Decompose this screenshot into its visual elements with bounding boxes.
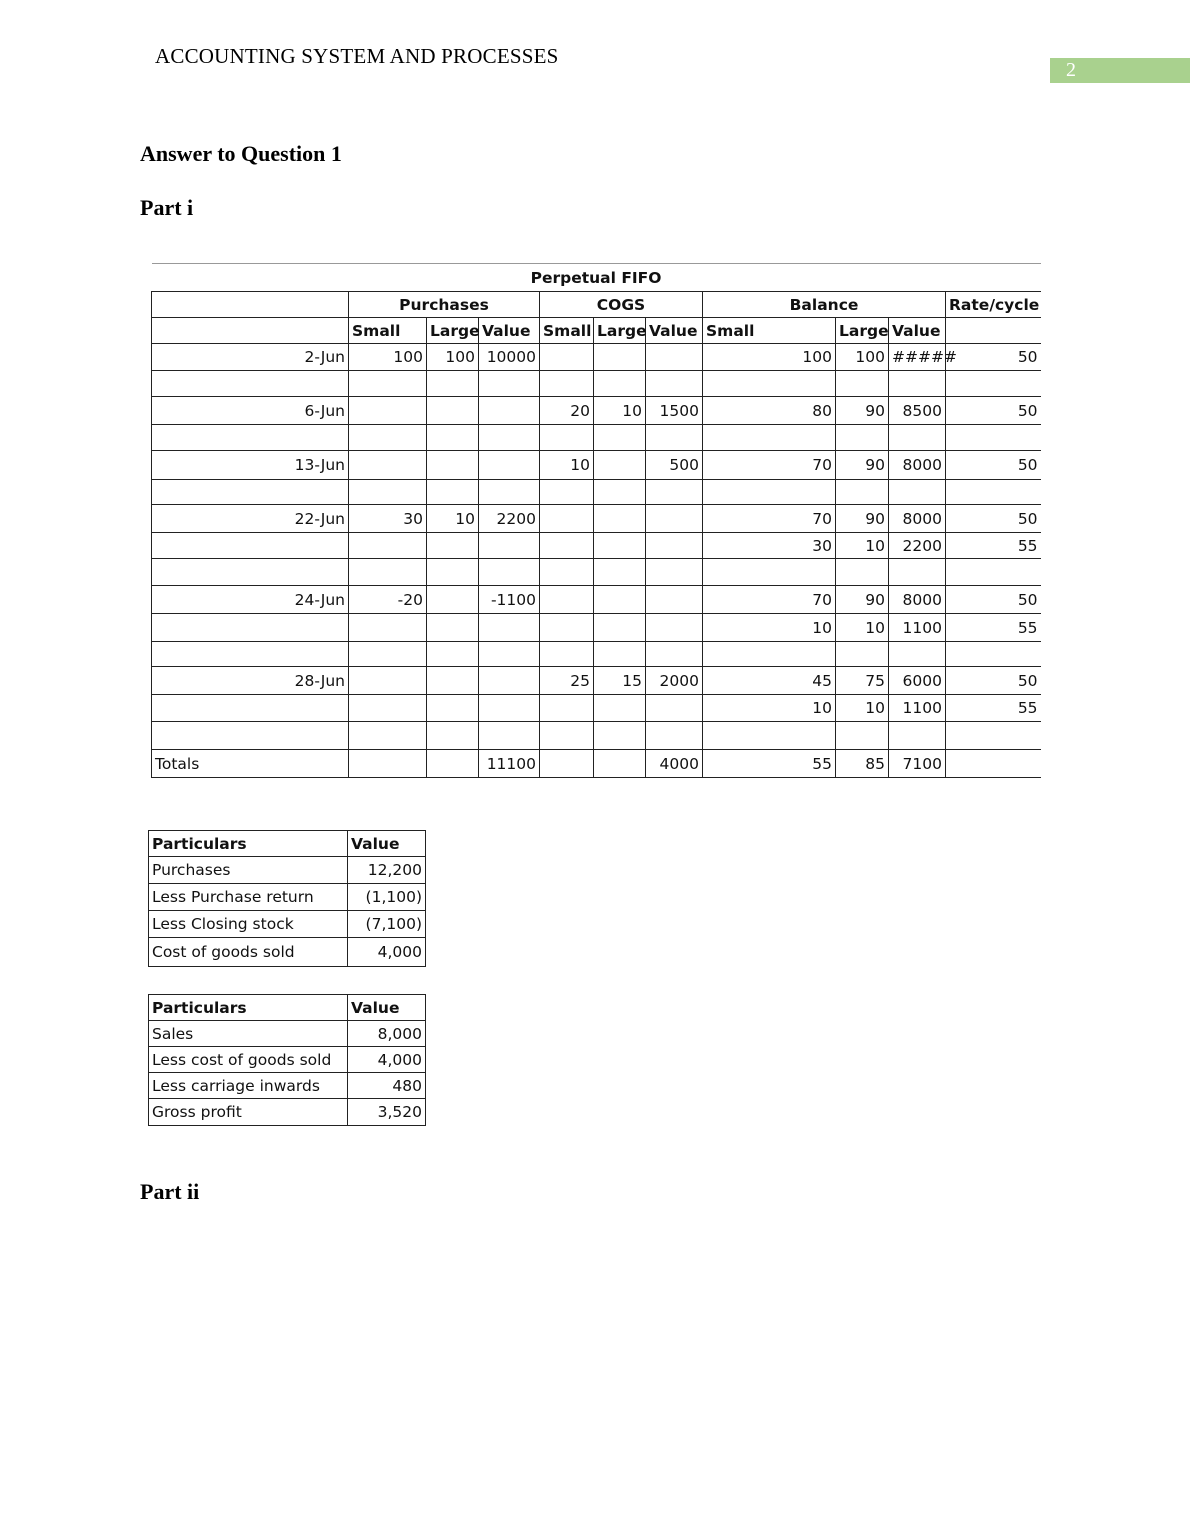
table-row [152,505,1041,533]
fifo-cell-balance-value: ##### [889,344,946,371]
fifo-cell-balance-small: 70 [703,586,836,614]
table-row [152,722,1041,750]
totals-cogs-small [540,750,594,778]
fifo-cell-balance-large [836,642,889,667]
fifo-cell-balance-value: 8000 [889,505,946,533]
fifo-cell-purchases-small [349,642,427,667]
fifo-cell-purchases-large [427,614,479,642]
fifo-cell-purchases-value [479,397,540,425]
fifo-cell-purchases-large [427,667,479,695]
fifo-cell-cogs-small [540,505,594,533]
cogs-summary-table [148,830,426,967]
balance-group-header: Balance [703,292,946,318]
totals-cogs-value: 4000 [646,750,703,778]
fifo-cell-rate-cycle [946,425,1041,451]
profit-row-value: 480 [348,1073,426,1099]
fifo-cell-balance-small [703,425,836,451]
fifo-cell-date [152,480,349,505]
fifo-cell-cogs-value [646,533,703,559]
totals-row [152,750,1041,778]
fifo-cell-rate-cycle: 55 [946,533,1041,559]
cogs-row-value: (7,100) [348,911,426,938]
fifo-cell-date [152,533,349,559]
fifo-cell-balance-small [703,722,836,750]
gross-profit-table [148,994,426,1126]
fifo-cell-balance-value [889,480,946,505]
totals-balance-value: 7100 [889,750,946,778]
totals-balance-small: 55 [703,750,836,778]
fifo-cell-purchases-small [349,451,427,480]
fifo-cell-cogs-large [594,695,646,722]
fifo-cell-cogs-small [540,425,594,451]
fifo-cell-purchases-large [427,695,479,722]
fifo-cell-purchases-value [479,425,540,451]
fifo-cell-balance-large: 10 [836,533,889,559]
fifo-cell-cogs-value [646,642,703,667]
totals-purchases-small [349,750,427,778]
fifo-cell-cogs-small: 20 [540,397,594,425]
table-row [149,911,426,938]
profit-row-label: Gross profit [149,1099,348,1126]
table-row [149,938,426,967]
fifo-cell-balance-large: 90 [836,451,889,480]
fifo-cell-cogs-small [540,642,594,667]
fifo-cell-balance-small: 70 [703,505,836,533]
table-row [152,559,1041,586]
fifo-cell-cogs-large [594,586,646,614]
fifo-cell-date: 13-Jun [152,451,349,480]
fifo-cell-cogs-value [646,505,703,533]
table-row [149,1047,426,1073]
cogs-row-value: (1,100) [348,884,426,911]
fifo-cell-purchases-small [349,425,427,451]
table-row [149,884,426,911]
fifo-cell-balance-small [703,480,836,505]
fifo-cell-purchases-large [427,425,479,451]
fifo-cell-cogs-value [646,344,703,371]
fifo-cell-cogs-large [594,425,646,451]
table-row [152,425,1041,451]
fifo-cell-balance-small: 80 [703,397,836,425]
table-row [152,695,1041,722]
fifo-cell-cogs-small [540,559,594,586]
fifo-cell-purchases-large [427,586,479,614]
profit-row-label: Sales [149,1021,348,1047]
balance-small-header: Small [703,318,836,344]
fifo-cell-cogs-small: 10 [540,451,594,480]
fifo-cell-date: 6-Jun [152,397,349,425]
fifo-cell-cogs-large: 15 [594,667,646,695]
fifo-cell-purchases-small [349,559,427,586]
fifo-cell-balance-value: 1100 [889,695,946,722]
fifo-cell-balance-small [703,642,836,667]
cogs-group-header: COGS [540,292,703,318]
totals-rate-cycle [946,750,1041,778]
fifo-cell-purchases-value [479,695,540,722]
fifo-cell-balance-large: 90 [836,505,889,533]
fifo-cell-balance-small [703,371,836,397]
fifo-cell-purchases-value [479,559,540,586]
profit-row-value: 4,000 [348,1047,426,1073]
table-row [152,614,1041,642]
fifo-cell-purchases-large: 100 [427,344,479,371]
fifo-cell-purchases-small: 100 [349,344,427,371]
fifo-cell-purchases-small [349,695,427,722]
fifo-cell-cogs-value [646,425,703,451]
fifo-cell-date: 28-Jun [152,667,349,695]
fifo-cell-rate-cycle: 50 [946,451,1041,480]
fifo-cell-balance-small: 10 [703,614,836,642]
fifo-cell-rate-cycle [946,371,1041,397]
fifo-cell-purchases-large [427,397,479,425]
purchases-large-header: Large [427,318,479,344]
fifo-cell-rate-cycle: 50 [946,505,1041,533]
fifo-cell-cogs-value [646,695,703,722]
fifo-cell-cogs-small [540,371,594,397]
fifo-cell-cogs-large [594,451,646,480]
fifo-cell-cogs-large [594,559,646,586]
fifo-cell-purchases-value: 2200 [479,505,540,533]
fifo-cell-balance-large [836,480,889,505]
fifo-cell-purchases-value [479,614,540,642]
fifo-cell-cogs-large [594,642,646,667]
fifo-cell-balance-value: 8500 [889,397,946,425]
fifo-cell-purchases-large [427,722,479,750]
fifo-cell-purchases-large [427,480,479,505]
fifo-cell-cogs-value [646,586,703,614]
fifo-cell-purchases-value: 10000 [479,344,540,371]
fifo-cell-balance-value [889,425,946,451]
fifo-cell-rate-cycle: 50 [946,344,1041,371]
fifo-cell-rate-cycle [946,642,1041,667]
fifo-cell-balance-large [836,425,889,451]
table-row [149,857,426,884]
fifo-cell-balance-small: 45 [703,667,836,695]
table-row [152,344,1041,371]
fifo-cell-cogs-large [594,505,646,533]
totals-purchases-value: 11100 [479,750,540,778]
fifo-cell-balance-value [889,722,946,750]
fifo-cell-balance-small: 30 [703,533,836,559]
balance-value-header: Value [889,318,946,344]
cogs-row-value: 4,000 [348,938,426,967]
fifo-cell-purchases-value [479,722,540,750]
cogs-row-value: 12,200 [348,857,426,884]
fifo-cell-balance-small: 70 [703,451,836,480]
fifo-cell-purchases-small [349,614,427,642]
table-row [152,371,1041,397]
table-row [152,480,1041,505]
fifo-cell-date: 24-Jun [152,586,349,614]
fifo-cell-cogs-large [594,344,646,371]
fifo-cell-cogs-large [594,722,646,750]
fifo-cell-cogs-small [540,614,594,642]
answer-heading: Answer to Question 1 [140,141,342,166]
part-i-heading: Part i [140,195,194,220]
fifo-cell-rate-cycle: 55 [946,614,1041,642]
fifo-cell-balance-large: 75 [836,667,889,695]
cogs-row-label: Less Purchase return [149,884,348,911]
table-row [152,451,1041,480]
fifo-cell-balance-value: 8000 [889,586,946,614]
fifo-cell-cogs-value: 2000 [646,667,703,695]
fifo-cell-cogs-value: 500 [646,451,703,480]
fifo-cell-cogs-large [594,480,646,505]
rate-subheader-spacer [946,318,1041,344]
cogs-small-header: Small [540,318,594,344]
cogs-particulars-header: Particulars [149,831,348,857]
fifo-cell-purchases-small [349,667,427,695]
running-header-title: ACCOUNTING SYSTEM AND PROCESSES [155,44,559,68]
profit-row-value: 3,520 [348,1099,426,1126]
fifo-cell-balance-value: 1100 [889,614,946,642]
fifo-cell-rate-cycle [946,480,1041,505]
table-row [149,1099,426,1126]
fifo-cell-date [152,695,349,722]
cogs-value-header: Value [646,318,703,344]
fifo-cell-purchases-small [349,397,427,425]
fifo-cell-cogs-large [594,533,646,559]
totals-purchases-large [427,750,479,778]
fifo-cell-cogs-large: 10 [594,397,646,425]
totals-cogs-large [594,750,646,778]
page-number-badge: 2 [1050,58,1190,83]
fifo-cell-date [152,425,349,451]
profit-particulars-header: Particulars [149,995,348,1021]
fifo-cell-cogs-small: 25 [540,667,594,695]
cogs-row-label: Cost of goods sold [149,938,348,967]
fifo-cell-cogs-small [540,695,594,722]
fifo-cell-purchases-large: 10 [427,505,479,533]
table-row [149,1073,426,1099]
table-row [149,1021,426,1047]
fifo-cell-rate-cycle: 50 [946,397,1041,425]
fifo-cell-rate-cycle: 50 [946,586,1041,614]
fifo-cell-purchases-small [349,722,427,750]
fifo-cell-cogs-small [540,533,594,559]
fifo-cell-balance-large [836,371,889,397]
fifo-cell-date [152,614,349,642]
fifo-cell-rate-cycle: 50 [946,667,1041,695]
profit-value-header: Value [348,995,426,1021]
balance-large-header: Large [836,318,889,344]
fifo-cell-cogs-value [646,559,703,586]
fifo-cell-balance-small [703,559,836,586]
fifo-cell-balance-large [836,559,889,586]
fifo-cell-date [152,722,349,750]
fifo-cell-balance-large: 10 [836,695,889,722]
fifo-cell-cogs-small [540,586,594,614]
fifo-cell-rate-cycle: 55 [946,695,1041,722]
fifo-cell-cogs-small [540,722,594,750]
table-row [152,586,1041,614]
fifo-cell-cogs-small [540,344,594,371]
fifo-cell-purchases-value [479,371,540,397]
cogs-row-label: Purchases [149,857,348,884]
fifo-cell-purchases-value: -1100 [479,586,540,614]
fifo-cell-balance-value: 6000 [889,667,946,695]
fifo-cell-balance-value [889,642,946,667]
fifo-cell-cogs-large [594,614,646,642]
purchases-group-header: Purchases [349,292,540,318]
fifo-cell-balance-small: 100 [703,344,836,371]
fifo-cell-purchases-value [479,667,540,695]
fifo-cell-balance-large [836,722,889,750]
fifo-title: Perpetual FIFO [152,264,1041,292]
fifo-cell-balance-value [889,371,946,397]
totals-balance-large: 85 [836,750,889,778]
fifo-cell-cogs-value [646,614,703,642]
part-ii-heading: Part ii [140,1179,200,1204]
fifo-cell-purchases-value [479,480,540,505]
cogs-row-label: Less Closing stock [149,911,348,938]
rate-cycle-header: Rate/cycle [946,292,1041,318]
fifo-cell-purchases-large [427,559,479,586]
fifo-cell-purchases-large [427,451,479,480]
fifo-cell-balance-large: 100 [836,344,889,371]
fifo-cell-purchases-value [479,533,540,559]
fifo-cell-date: 2-Jun [152,344,349,371]
fifo-cell-purchases-small: -20 [349,586,427,614]
fifo-cell-date [152,559,349,586]
cogs-large-header: Large [594,318,646,344]
fifo-cell-purchases-small [349,371,427,397]
table-row [152,533,1041,559]
fifo-cell-balance-large: 90 [836,586,889,614]
fifo-cell-purchases-large [427,533,479,559]
fifo-cell-balance-small: 10 [703,695,836,722]
fifo-cell-balance-large: 90 [836,397,889,425]
fifo-cell-rate-cycle [946,722,1041,750]
fifo-cell-balance-value [889,559,946,586]
fifo-cell-date [152,371,349,397]
profit-row-label: Less carriage inwards [149,1073,348,1099]
fifo-cell-cogs-value [646,371,703,397]
table-row [152,397,1041,425]
fifo-cell-purchases-small [349,480,427,505]
fifo-cell-purchases-value [479,451,540,480]
fifo-cell-date [152,642,349,667]
fifo-cell-balance-value: 8000 [889,451,946,480]
fifo-cell-purchases-large [427,642,479,667]
purchases-small-header: Small [349,318,427,344]
fifo-cell-cogs-value [646,722,703,750]
fifo-cell-purchases-small [349,533,427,559]
purchases-value-header: Value [479,318,540,344]
profit-row-value: 8,000 [348,1021,426,1047]
fifo-cell-rate-cycle [946,559,1041,586]
fifo-cell-cogs-value [646,480,703,505]
table-row [152,667,1041,695]
fifo-cell-balance-value: 2200 [889,533,946,559]
fifo-cell-balance-large: 10 [836,614,889,642]
fifo-cell-date: 22-Jun [152,505,349,533]
totals-label: Totals [152,750,349,778]
fifo-cell-cogs-large [594,371,646,397]
table-row [152,642,1041,667]
fifo-cell-purchases-large [427,371,479,397]
perpetual-fifo-table [151,263,1041,778]
header-spacer [152,318,349,344]
fifo-cell-purchases-small: 30 [349,505,427,533]
profit-row-label: Less cost of goods sold [149,1047,348,1073]
header-spacer [152,292,349,318]
fifo-cell-cogs-value: 1500 [646,397,703,425]
fifo-cell-purchases-value [479,642,540,667]
cogs-value-header: Value [348,831,426,857]
fifo-cell-cogs-small [540,480,594,505]
